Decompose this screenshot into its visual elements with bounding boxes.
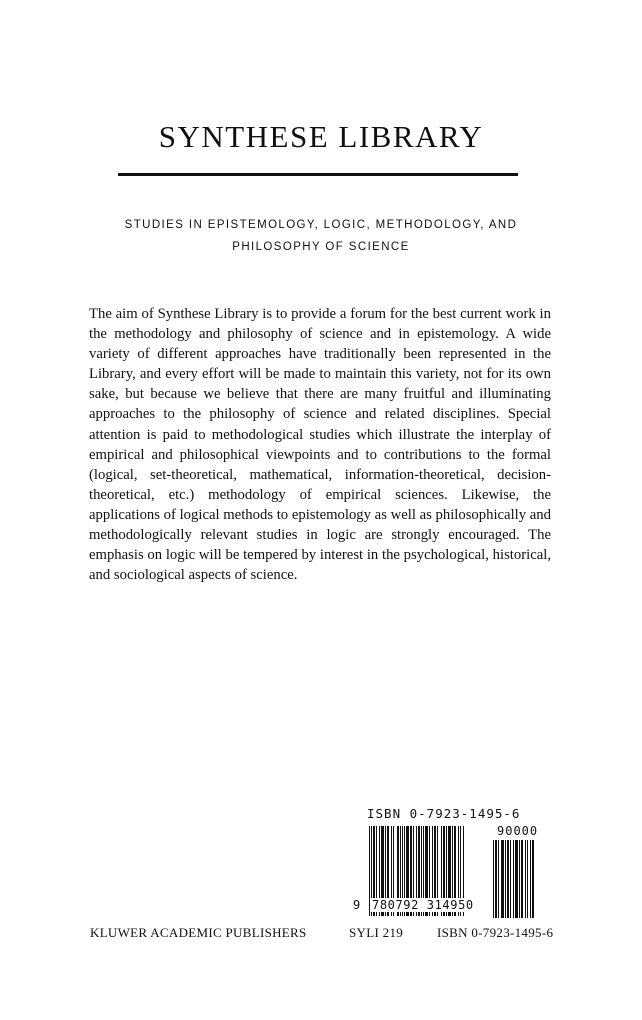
series-subtitle	[80, 214, 562, 258]
subtitle-line-2: PHILOSOPHY OF SCIENCE	[232, 241, 410, 253]
barcode-bar	[532, 840, 534, 918]
publisher-name: KLUWER ACADEMIC PUBLISHERS	[90, 925, 307, 940]
barcode-isbn-label: ISBN 0-7923-1495-6	[367, 806, 521, 821]
footer-isbn: ISBN 0-7923-1495-6	[437, 925, 554, 940]
barcode-addon-bars	[493, 840, 553, 918]
series-title: SYNTHESE LIBRARY	[158, 119, 484, 154]
series-description: The aim of Synthese Library is to provide a forum for the best current work in the methodology and philosophy of science and in epistemology. A wide variety of different approaches have traditionally been represented in the Library, and every effort will be made to maintain this variety, not for its own sake, but because we believe that there are many fruitful and illuminating approaches to the philosophy of science and related disciplines. Special attention is paid to methodological studies which illustrate the interplay of empirical and philosophical viewpoints and to contributions to the formal (logical, set-theoretical, mathematical, information-theoretical, decision-theoretical, etc.) methodology of empirical sciences. Likewise, the applications of logical methods to epistemology as well as philosophically and methodologically relevant studies in logic are strongly encouraged. The emphasis on logic will be tempered by interest in the psychological, historical, and sociological aspects of science.	[89, 306, 551, 584]
barcode-price-code: 90000	[497, 824, 539, 838]
barcode-lead-digit: 9	[353, 898, 361, 912]
subtitle-line-1: STUDIES IN EPISTEMOLOGY, LOGIC, METHODOLOGY, AND	[124, 219, 518, 231]
barcode-digits: 780792 314950	[372, 898, 474, 912]
series-code: SYLI 219	[349, 925, 404, 940]
title-rule	[118, 173, 518, 176]
barcode-block	[353, 806, 555, 921]
